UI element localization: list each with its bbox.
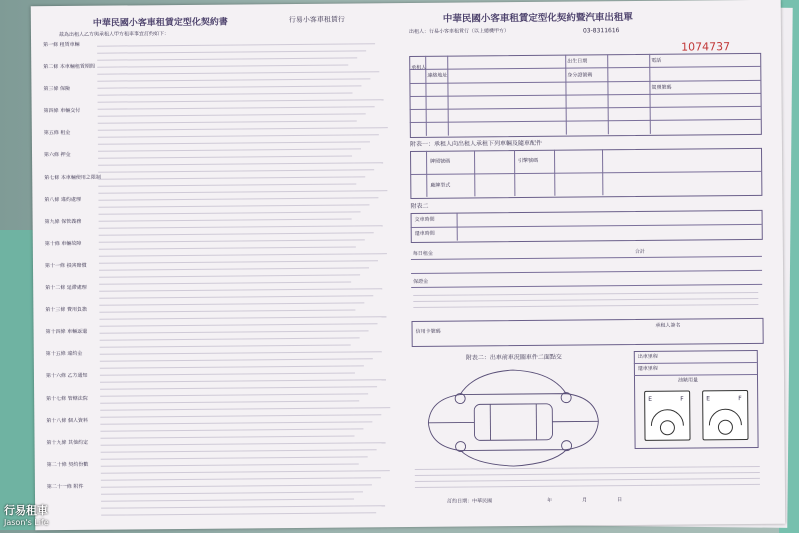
- print-line: [97, 85, 361, 88]
- car-diagram-label: 附表二：出車前車況圖車件二面點交: [465, 353, 562, 362]
- print-line: [98, 99, 384, 102]
- contract-article-heading: 第十九條 其他約定: [46, 439, 89, 447]
- watermark: [4, 502, 49, 527]
- model-label: 廠牌型式: [430, 182, 451, 189]
- id-label: 身分證號碼: [567, 72, 593, 79]
- return-time-label: 還車時間: [414, 230, 435, 237]
- print-line: [101, 449, 377, 452]
- print-line: [98, 148, 361, 151]
- contract-article-heading: 第九條 保管義務: [44, 218, 82, 226]
- print-line: [100, 393, 368, 396]
- print-line: [99, 281, 351, 284]
- print-line: [98, 134, 379, 137]
- daily-rent-label: 每日租金: [412, 250, 433, 257]
- print-line: [99, 267, 369, 270]
- print-line: [101, 512, 376, 515]
- fuel-label: 油錶用量: [677, 377, 699, 384]
- print-line: [100, 407, 390, 411]
- contract-article-heading: 第二十一條 附件: [46, 483, 84, 491]
- date-year: 年: [547, 497, 553, 504]
- print-line: [100, 351, 382, 354]
- print-line: [99, 225, 383, 228]
- watermark-author: Jason's Life: [4, 518, 49, 527]
- print-line: [98, 120, 357, 123]
- company-line: 出租人：行易小客車租賃行（以上總機甲方）: [408, 28, 510, 35]
- print-line: [100, 345, 351, 348]
- print-line: [99, 316, 386, 320]
- date-month: 月: [582, 497, 588, 504]
- print-line: [97, 57, 357, 60]
- print-line: [98, 106, 375, 109]
- print-line: [100, 386, 377, 389]
- rental-form-column: [403, 0, 786, 527]
- print-line: [98, 92, 353, 95]
- contract-article-heading: 第七條 本車輛使用之限制: [44, 174, 101, 182]
- print-line: [98, 162, 383, 165]
- print-line: [101, 491, 363, 494]
- print-line: [98, 190, 387, 194]
- print-line: [97, 78, 370, 81]
- contract-article-heading: 第十三條 費用負擔: [45, 306, 87, 314]
- print-line: [101, 463, 359, 466]
- schedule-one-label: 附表一：承租人向出租人承租下列車輛及隨車配件: [409, 139, 542, 148]
- print-line: [97, 43, 375, 46]
- contract-article-heading: 第六條 押金: [44, 151, 71, 159]
- print-line: [100, 435, 354, 438]
- print-line: [415, 484, 760, 488]
- sign-label: 承租人簽名: [655, 322, 681, 329]
- phone-label: 電話: [651, 57, 662, 64]
- print-line: [100, 428, 363, 431]
- watermark-title: 行易租車: [4, 504, 48, 517]
- serial-number: 1074737: [681, 40, 731, 54]
- contract-article-heading: 第十一條 損害賠償: [44, 262, 87, 270]
- contract-article-heading: 第十二條 延滯處理: [45, 284, 87, 292]
- print-line: [99, 309, 355, 312]
- print-line: [98, 183, 356, 186]
- engine-label: 引擎號碼: [518, 157, 539, 165]
- print-line: [101, 505, 385, 508]
- contract-article-heading: 第十七條 管轄法院: [46, 395, 88, 403]
- contract-title: 中華民國小客車租賃定型化契約書: [92, 17, 228, 29]
- contract-article-heading: 第十四條 車輛返還: [45, 328, 88, 336]
- card-label: 信用卡號碼: [415, 328, 441, 335]
- out-fuel-empty-mark: E: [648, 395, 653, 403]
- print-line: [99, 218, 352, 221]
- contract-article-heading: 第十條 車輛故障: [44, 240, 82, 248]
- print-line: [98, 176, 365, 179]
- return-fuel-gauge: [702, 390, 748, 440]
- contract-sheet: [31, 0, 786, 530]
- print-line: [100, 379, 386, 382]
- license-label: 駕照號碼: [651, 84, 672, 91]
- contract-article-heading: 第三條 保險: [43, 85, 71, 93]
- print-line: [99, 260, 378, 263]
- print-line: [97, 71, 379, 74]
- return-fuel-empty-mark: E: [706, 395, 711, 403]
- print-line: [99, 211, 361, 214]
- contract-article-heading: 第八條 違約處理: [44, 196, 82, 204]
- contract-date-label: 訂約日期：中華民國: [447, 498, 493, 505]
- contract-article-heading: 第二十條 契約份數: [46, 461, 89, 469]
- out-fuel-gauge: [644, 391, 690, 441]
- print-line: [415, 478, 760, 482]
- print-line: [413, 298, 758, 302]
- print-line: [98, 113, 366, 116]
- print-line: [98, 197, 378, 200]
- print-line: [98, 204, 369, 207]
- print-line: [101, 484, 372, 487]
- print-line: [100, 421, 372, 424]
- print-line: [100, 337, 360, 340]
- print-line: [99, 232, 374, 235]
- total-label: 合計: [634, 248, 645, 256]
- car-condition-diagram: [420, 363, 607, 469]
- print-line: [101, 477, 381, 480]
- contract-article-heading: 第十六條 乙方通知: [45, 372, 88, 380]
- print-line: [100, 330, 369, 333]
- address-label: 連絡地址: [427, 72, 448, 79]
- print-line: [100, 372, 355, 375]
- card-table: [411, 318, 763, 347]
- return-fuel-full-mark: F: [738, 395, 742, 403]
- print-line: [99, 295, 373, 298]
- rental-form-title: 中華民國小客車租賃定型化契約暨汽車出租單: [442, 12, 633, 25]
- print-line: [100, 365, 364, 368]
- return-mileage-label: 還車里程: [637, 365, 658, 372]
- contract-article-heading: 第一條 租賃車輛: [43, 41, 80, 49]
- print-line: [100, 400, 359, 403]
- print-line: [98, 127, 388, 131]
- print-line: [101, 498, 354, 501]
- out-mileage-label: 出車里程: [637, 353, 658, 360]
- contract-article-heading: 第十八條 個人資料: [46, 417, 88, 425]
- contract-article-heading: 第二條 本車輛租賃期間: [43, 63, 95, 71]
- print-line: [99, 302, 364, 305]
- contract-article-heading: 第五條 租金: [43, 129, 71, 137]
- contract-article-heading: 第四條 車輛交付: [43, 107, 81, 115]
- print-line: [100, 414, 381, 417]
- print-line: [99, 274, 360, 277]
- company-phone: 03-8311616: [582, 27, 620, 35]
- contract-subtitle: 行易小客車租賃行: [288, 15, 345, 25]
- print-line: [415, 472, 760, 476]
- print-line: [413, 292, 758, 296]
- print-line: [97, 65, 348, 68]
- print-line: [99, 239, 365, 242]
- birth-label: 出生日期: [567, 58, 588, 65]
- schedule-two-label: 附表二: [410, 202, 429, 210]
- print-line: [101, 456, 368, 459]
- contract-terms-column: [31, 3, 408, 530]
- print-line: [101, 442, 386, 445]
- plate-label: 牌照號碼: [430, 158, 451, 165]
- print-line: [98, 155, 352, 158]
- renter-label: 承租人: [411, 64, 427, 71]
- print-line: [100, 323, 378, 326]
- print-line: [101, 470, 390, 474]
- deposit-label: 保證金: [413, 278, 429, 285]
- print-line: [99, 288, 382, 291]
- print-line: [413, 304, 758, 308]
- print-line: [99, 253, 387, 257]
- out-fuel-full-mark: F: [680, 395, 684, 403]
- print-line: [100, 358, 373, 361]
- print-line: [98, 169, 374, 172]
- contract-preface: 茲為出租人乙方與承租人甲方租車事宜訂約如下：: [58, 31, 170, 39]
- print-line: [98, 141, 370, 144]
- print-line: [99, 246, 356, 249]
- out-time-label: 交車時間: [414, 216, 435, 223]
- contract-article-heading: 第十五條 違約金: [45, 350, 83, 358]
- date-day: 日: [617, 497, 623, 504]
- print-line: [97, 50, 366, 53]
